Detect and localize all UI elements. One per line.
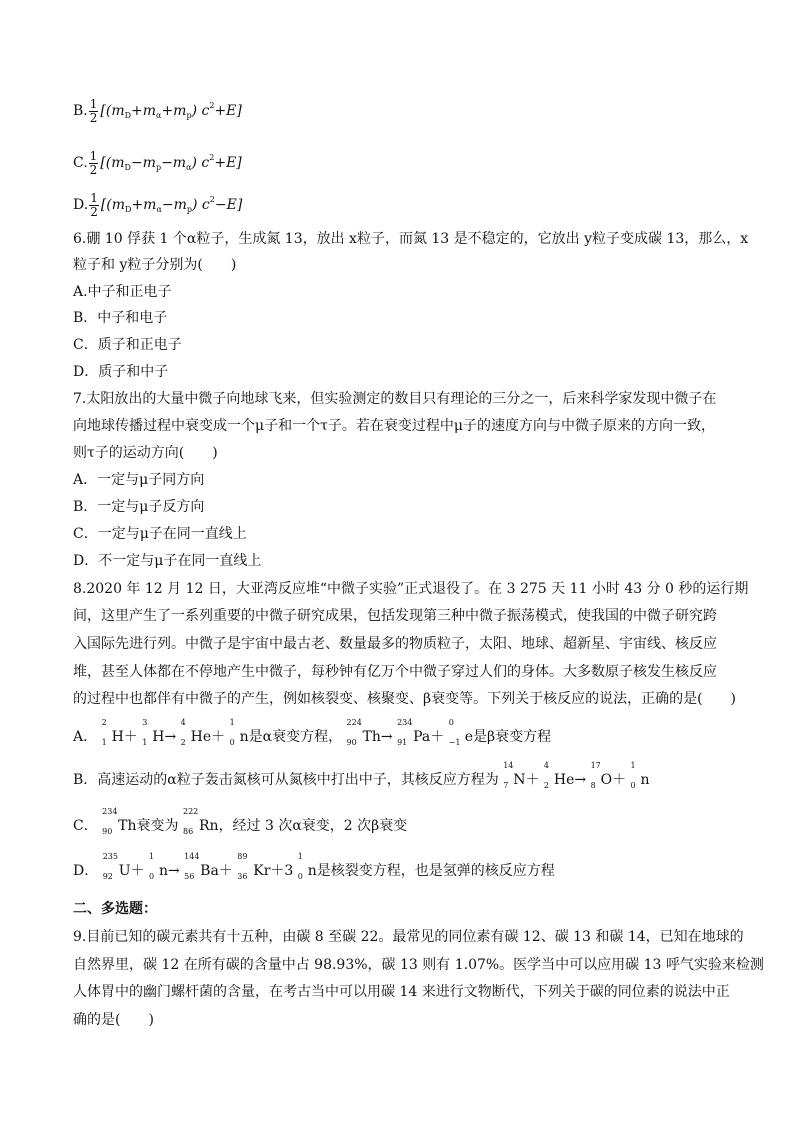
subscript: p <box>155 163 162 172</box>
option-letter: D. <box>73 197 89 213</box>
mass-number: 14 <box>503 761 514 770</box>
nuclide-symbol: U＋ <box>118 863 145 879</box>
expr: [(m <box>100 103 125 119</box>
one-half-fraction <box>89 150 99 177</box>
mass-number: 0 <box>448 718 454 727</box>
question-7-line-2: 向地球传播过程中衰变成一个μ子和一个τ子。若在衰变过程中μ子的速度方向与中微子原来的方向一致， <box>73 418 715 434</box>
atomic-number: 7 <box>503 781 509 790</box>
atomic-number: 2 <box>180 738 186 747</box>
nuclide-symbol: Th→ <box>362 729 393 745</box>
mass-number: 235 <box>102 852 118 861</box>
mass-number: 222 <box>182 807 199 816</box>
superscript: 2 <box>209 195 215 204</box>
atomic-number: 91 <box>397 738 408 747</box>
nuclide-symbol: He＋ <box>190 729 226 745</box>
option-letter: A． <box>73 729 98 745</box>
atomic-number: 2 <box>543 781 549 790</box>
option-d-prev <box>73 190 242 220</box>
expr: ) c <box>192 197 210 213</box>
mass-number: 4 <box>180 718 186 727</box>
question-8-line-5: 的过程中也都伴有中微子的产生，例如核裂变、核聚变、β衰变等。下列关于核反应的说法，正确的是( ) <box>73 691 737 707</box>
expr: ) c <box>191 155 210 171</box>
subscript: α <box>156 205 162 214</box>
expr: −m <box>161 155 187 171</box>
expr: −E] <box>214 197 243 213</box>
expr: [(m <box>100 155 125 171</box>
question-8-line-1: 8.2020 年 12 月 12 日，大亚湾反应堆“中微子实验”正式退役了。在 3 275 天 11 小时 43 分 0 秒的运行期 <box>73 581 749 597</box>
mass-number: 1 <box>229 718 235 727</box>
question-6-option-a: A.中子和正电子 <box>73 284 172 300</box>
option-c-prev <box>73 148 242 178</box>
question-8-line-4: 堆，甚至人体都在不停地产生中微子，每秒钟有亿万个中微子穿过人们的身体。大多数原子核发生核反应 <box>73 664 717 680</box>
subscript: p <box>186 111 192 120</box>
atomic-number: 0 <box>229 738 235 747</box>
atomic-number: 8 <box>590 781 596 790</box>
question-8-line-3: 入国际先进行列。中微子是宇宙中最古老、数量最多的物质粒子，太阳、地球、超新星、宇宙线、核反应 <box>73 636 717 652</box>
mass-number: 234 <box>397 718 413 727</box>
expr: −m <box>161 197 187 213</box>
question-6-option-d: D．质子和中子 <box>73 364 169 380</box>
mass-number: 224 <box>346 718 362 727</box>
nuclide-symbol: Th衰变为 <box>118 818 179 834</box>
subscript: α <box>156 111 162 120</box>
atomic-number: 36 <box>237 872 248 881</box>
option-letter: C． <box>73 818 98 834</box>
fraction-numerator: 1 <box>89 148 98 163</box>
mass-number: 4 <box>543 761 549 770</box>
question-8-option-a <box>73 718 552 747</box>
question-9-line-3: 人体胃中的幽门螺杆菌的含量，在考古当中可以用碳 14 来进行文物断代，下列关于碳的同位素的说法中正 <box>73 984 730 1000</box>
nuclide-symbol: Pa＋ <box>413 729 445 745</box>
question-8-option-c <box>73 807 408 836</box>
expr: +m <box>131 197 157 213</box>
question-8-option-b <box>73 761 650 790</box>
subscript: p <box>186 205 193 214</box>
nuclide-symbol: e是β衰变方程 <box>464 729 552 745</box>
question-7-line-3: 则τ子的运动方向( ) <box>73 445 218 461</box>
superscript: 2 <box>209 101 215 110</box>
nuclide-symbol: n是核裂变方程，也是氢弹的核反应方程 <box>307 863 555 879</box>
mass-number: 2 <box>101 718 107 727</box>
expr: +E] <box>214 155 242 171</box>
question-8-option-d <box>73 852 555 881</box>
subscript: D <box>124 163 131 172</box>
question-7-line-1: 7.太阳放出的大量中微子向地球飞来，但实验测定的数目只有理论的三分之一，后来科学家发现中微子在 <box>73 391 717 407</box>
nuclide-symbol: O＋ <box>600 772 627 788</box>
atomic-number: 56 <box>184 872 195 881</box>
nuclide-symbol: He→ <box>553 772 587 788</box>
nuclide-symbol: Ba＋ <box>200 863 233 879</box>
atomic-number: −1 <box>448 738 461 747</box>
question-9-line-2: 自然界里，碳 12 在所有碳的含量中占 98.93%，碳 13 则有 1.07%。医学当中可以应用碳 13 呼气实验来检测 <box>73 957 764 973</box>
atomic-number: 92 <box>102 872 113 881</box>
mass-number: 1 <box>297 852 303 861</box>
option-letter: B. <box>73 103 88 119</box>
question-7-option-d: D．不一定与μ子在同一直线上 <box>73 553 262 569</box>
question-6-option-b: B．中子和电子 <box>73 310 168 326</box>
nuclide-symbol: H→ <box>152 729 177 745</box>
atomic-number: 86 <box>182 827 194 836</box>
superscript: 2 <box>209 153 215 162</box>
mass-number: 89 <box>237 852 248 861</box>
question-8-line-2: 间，这里产生了一系列重要的中微子研究成果，包括发现第三种中微子振荡模式，使我国的中微子研究跨 <box>73 608 717 624</box>
expr: −m <box>130 155 156 171</box>
expr: +E] <box>214 103 242 119</box>
option-letter: D． <box>73 863 99 879</box>
atomic-number: 1 <box>142 738 148 747</box>
nuclide-symbol: Kr＋3 <box>253 863 294 879</box>
expr: +m <box>131 103 157 119</box>
nuclide-symbol: H＋ <box>111 729 138 745</box>
nuclide-symbol: n是α衰变方程， <box>239 729 343 745</box>
expr: ) c <box>191 103 210 119</box>
nuclide-symbol: Rn，经过 3 次α衰变，2 次β衰变 <box>198 818 408 834</box>
option-text: B．高速运动的α粒子轰击氮核可从氮核中打出中子，其核反应方程为 <box>73 772 499 788</box>
fraction-numerator: 1 <box>89 96 98 111</box>
expr: [(m <box>100 197 126 213</box>
subscript: α <box>186 163 192 172</box>
mass-number: 17 <box>590 761 601 770</box>
nuclide-symbol: n→ <box>158 863 180 879</box>
nuclide-symbol: N＋ <box>513 772 540 788</box>
one-half-fraction <box>89 98 99 125</box>
mass-number: 1 <box>148 852 155 861</box>
mass-number: 144 <box>184 852 200 861</box>
question-6-line-1: 6.硼 10 俘获 1 个α粒子，生成氮 13，放出 x粒子，而氮 13 是不稳定的，它放出 y粒子变成碳 13，那么，x <box>73 231 749 247</box>
atomic-number: 90 <box>346 738 357 747</box>
subscript: D <box>124 111 132 120</box>
option-b-prev <box>73 96 242 126</box>
fraction-denominator: 2 <box>90 204 98 219</box>
option-letter: C. <box>73 155 88 171</box>
question-6-line-2: 粒子和 y粒子分别为( ) <box>73 257 237 273</box>
fraction-denominator: 2 <box>89 110 98 125</box>
mass-number: 3 <box>142 718 148 727</box>
atomic-number: 90 <box>102 827 113 836</box>
mass-number: 234 <box>102 807 118 816</box>
question-7-option-b: B．一定与μ子反方向 <box>73 499 205 515</box>
question-9-line-1: 9.目前已知的碳元素共有十五种，由碳 8 至碳 22。最常见的同位素有碳 12、碳 13 和碳 14，已知在地球的 <box>73 929 744 945</box>
fraction-denominator: 2 <box>89 162 98 177</box>
question-7-option-c: C．一定与μ子在同一直线上 <box>73 526 247 542</box>
expr: +m <box>161 103 187 119</box>
atomic-number: 1 <box>101 738 107 747</box>
atomic-number: 0 <box>630 781 636 790</box>
mass-number: 1 <box>630 761 636 770</box>
question-9-line-4: 确的是( ) <box>73 1012 154 1028</box>
subscript: D <box>125 205 132 214</box>
question-6-option-c: C．质子和正电子 <box>73 337 182 353</box>
one-half-fraction <box>89 192 99 219</box>
question-7-option-a: A．一定与μ子同方向 <box>73 472 205 488</box>
atomic-number: 0 <box>297 872 303 881</box>
fraction-numerator: 1 <box>90 190 98 205</box>
atomic-number: 0 <box>148 872 155 881</box>
section-heading-multiple-choice: 二、多选题： <box>73 901 157 917</box>
nuclide-symbol: n <box>640 772 650 788</box>
